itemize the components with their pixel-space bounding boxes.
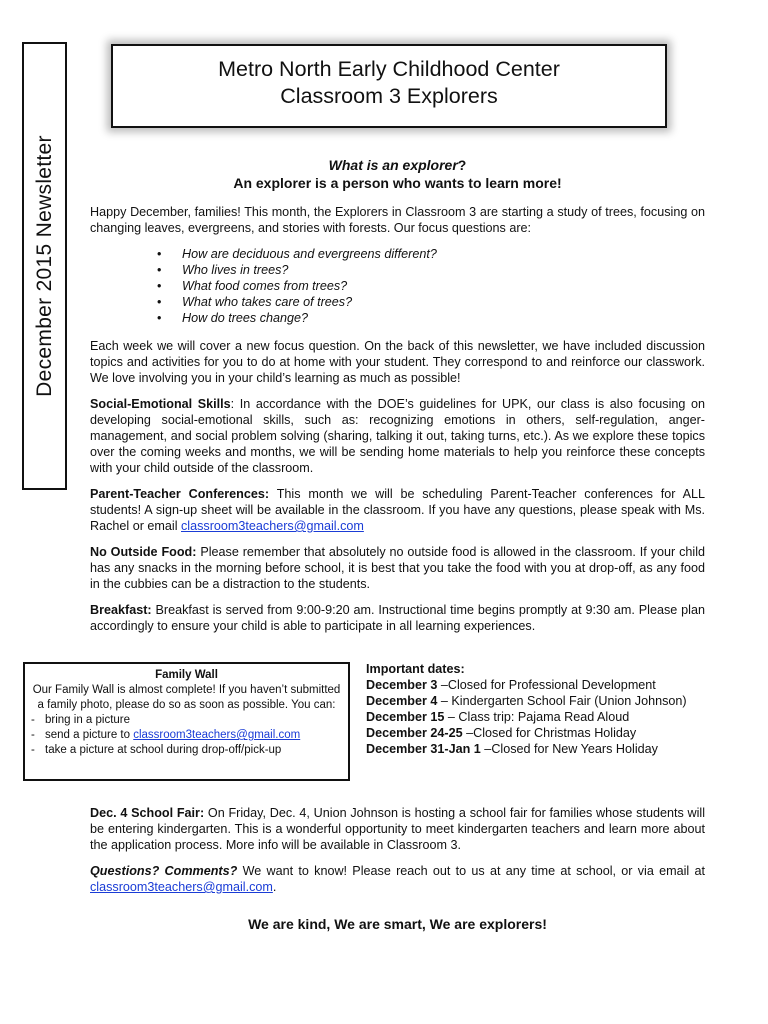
family-wall-title: Family Wall bbox=[155, 669, 218, 681]
list-item: • What who takes care of trees? bbox=[157, 294, 705, 310]
email-link[interactable]: classroom3teachers@gmail.com bbox=[133, 729, 301, 741]
date-row: December 31-Jan 1 –Closed for New Years Holiday bbox=[366, 742, 658, 756]
questions-paragraph: Questions? Comments? We want to know! Please reach out to us at any time at school, or via email at classroom3teachers@gmail.com. bbox=[90, 864, 705, 894]
social-emotional-paragraph: Social-Emotional Skills: In accordance with the DOE’s guidelines for UPK, our class is also focusing on developing social-emotional skills, such as: recognizing emotions in others, self-regulation, anger-management, and social problem solving (sharing, talking it out, taking turns, etc.). As we explore these topics over the coming weeks and months, we will be sending home materials to help you reinforce these concepts with your child outside of the classroom. bbox=[90, 397, 705, 475]
conferences-paragraph: Parent-Teacher Conferences: This month we will be scheduling Parent-Teacher conferences for ALL students! A sign-up sheet will be available in the classroom. If you have any questions, please speak with Ms. Rachel or email classroom3teachers@gmail.com bbox=[90, 487, 706, 533]
class-motto: We are kind, We are smart, We are explorers! bbox=[248, 916, 547, 932]
important-dates bbox=[366, 661, 726, 757]
focus-questions bbox=[157, 246, 705, 326]
list-item: • Who lives in trees? bbox=[157, 262, 705, 278]
date-row: December 15 – Class trip: Pajama Read Aloud bbox=[366, 710, 630, 724]
classroom-name: Classroom 3 Explorers bbox=[280, 84, 498, 108]
important-dates-title: Important dates: bbox=[366, 662, 465, 676]
center-name: Metro North Early Childhood Center bbox=[218, 57, 560, 81]
explorer-answer: An explorer is a person who wants to learn more! bbox=[233, 175, 562, 191]
email-link[interactable]: classroom3teachers@gmail.com bbox=[90, 880, 273, 894]
list-item: - send a picture to classroom3teachers@gmail.com bbox=[31, 728, 342, 743]
family-wall-box bbox=[23, 662, 350, 781]
intro-paragraph: Happy December, families! This month, the Explorers in Classroom 3 are starting a study of trees, focusing on changing leaves, evergreens, and stories with forests. Our focus questions are: bbox=[90, 205, 705, 235]
date-row: December 4 – Kindergarten School Fair (Union Johnson) bbox=[366, 694, 687, 708]
family-wall-options bbox=[31, 713, 342, 758]
list-item: - bring in a picture bbox=[31, 713, 342, 728]
breakfast-paragraph: Breakfast: Breakfast is served from 9:00-9:20 am. Instructional time begins promptly at 9:30 am. Please plan accordingly to ensure your child is able to participate in all learning experiences. bbox=[90, 603, 705, 633]
weekly-paragraph: Each week we will cover a new focus question. On the back of this newsletter, we have included discussion topics and activities for you to do at home with your student. They correspond to and reinforce our classwork. We love involving you in your child’s learning as much as possible! bbox=[90, 339, 705, 385]
intro-section bbox=[90, 156, 705, 634]
email-link[interactable]: classroom3teachers@gmail.com bbox=[181, 519, 364, 533]
date-row: December 3 –Closed for Professional Development bbox=[366, 678, 656, 692]
list-item: - take a picture at school during drop-off/pick-up bbox=[31, 743, 342, 758]
list-item: • How are deciduous and evergreens different? bbox=[157, 246, 705, 262]
school-fair-paragraph: Dec. 4 School Fair: On Friday, Dec. 4, Union Johnson is hosting a school fair for families whose students will be entering kindergarten. This is a wonderful opportunity to meet kindergarten teachers and learn more about the application process. More info will be available in Classroom 3. bbox=[90, 806, 706, 852]
explorer-question: What is an explorer? bbox=[328, 157, 467, 173]
no-outside-food-paragraph: No Outside Food: Please remember that absolutely no outside food is allowed in the classroom. If your child has any snacks in the morning before school, it is best that you take the food with you at drop-off, as any food in the cubbies can be a distraction to the students. bbox=[90, 545, 705, 591]
list-item: • How do trees change? bbox=[157, 310, 705, 326]
lower-section bbox=[90, 805, 705, 895]
family-wall-text: Our Family Wall is almost complete! If you haven’t submitted a family photo, please do so as soon as possible. You can: bbox=[32, 684, 341, 711]
date-row: December 24-25 –Closed for Christmas Holiday bbox=[366, 726, 637, 740]
newsletter-date-label: December 2015 Newsletter bbox=[33, 135, 56, 397]
header-box bbox=[111, 44, 667, 128]
list-item: • What food comes from trees? bbox=[157, 278, 705, 294]
